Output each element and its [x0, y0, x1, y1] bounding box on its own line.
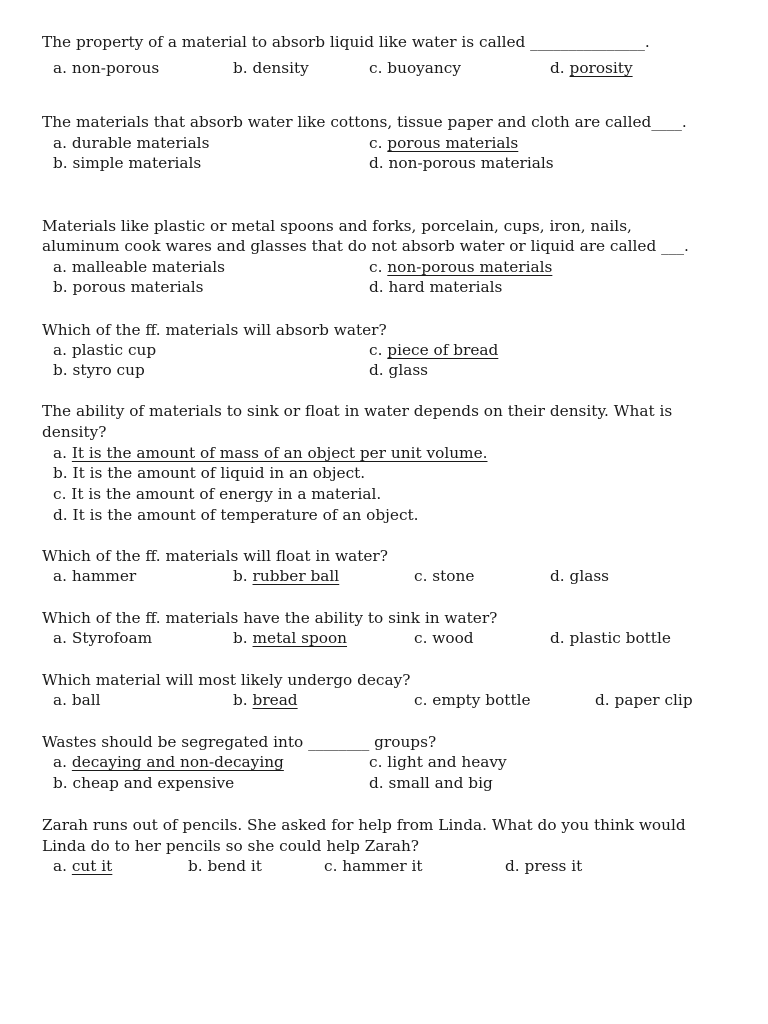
- question-1-option-c: [369, 58, 461, 78]
- question-2-option-c: [369, 133, 518, 153]
- option-text: stone: [432, 567, 475, 585]
- question-4-text: Which of the ff. materials will absorb water?: [42, 321, 387, 339]
- answer-option-text: non-porous materials: [387, 258, 553, 276]
- option-text: buoyancy: [387, 59, 461, 77]
- option-letter: b.: [188, 857, 208, 875]
- question-10-option-c: [324, 856, 423, 876]
- option-letter: c.: [414, 691, 433, 709]
- option-text: malleable materials: [71, 258, 225, 276]
- option-text: press it: [524, 857, 583, 875]
- option-letter: d.: [505, 857, 525, 875]
- option-text: bend it: [207, 857, 262, 875]
- option-letter: d.: [595, 691, 615, 709]
- option-letter: d.: [550, 629, 570, 647]
- answer-option-text: decaying and non-decaying: [71, 753, 284, 771]
- option-text: cheap and expensive: [72, 774, 235, 792]
- question-2-option-b: [53, 153, 201, 173]
- question-7-option-d: [550, 628, 671, 648]
- question-10-option-b: [188, 856, 262, 876]
- option-text: empty bottle: [432, 691, 531, 709]
- option-letter: a.: [53, 59, 72, 77]
- question-1-text: The property of a material to absorb liquid like water is called _______________.: [42, 33, 650, 51]
- answer-option-text: rubber ball: [252, 567, 340, 585]
- question-3-text: Materials like plastic or metal spoons and forks, porcelain, cups, iron, nails,: [42, 217, 632, 235]
- option-letter: c.: [369, 753, 388, 771]
- option-letter: b.: [53, 154, 73, 172]
- option-letter: a.: [53, 753, 72, 771]
- option-letter: a.: [53, 341, 72, 359]
- question-6-option-a: [53, 566, 136, 586]
- answer-option-text: bread: [252, 691, 298, 709]
- option-letter: b.: [53, 361, 73, 379]
- question-3-option-c: [369, 257, 552, 277]
- question-1-option-d: [550, 58, 633, 78]
- option-letter: a.: [53, 444, 72, 462]
- question-5-option-b: [53, 463, 365, 483]
- option-letter: c.: [414, 567, 433, 585]
- option-letter: d.: [550, 567, 570, 585]
- option-text: Styrofoam: [71, 629, 153, 647]
- option-letter: a.: [53, 567, 72, 585]
- option-letter: a.: [53, 258, 72, 276]
- option-letter: c.: [324, 857, 343, 875]
- question-6-option-c: [414, 566, 474, 586]
- option-letter: d.: [369, 774, 389, 792]
- option-text: plastic bottle: [569, 629, 671, 647]
- question-9-option-d: [369, 773, 493, 793]
- question-9-option-a: [53, 752, 284, 772]
- question-5-text: The ability of materials to sink or float in water depends on their density. What is: [42, 402, 673, 420]
- question-6-option-b: [233, 566, 339, 586]
- question-6-text: Which of the ff. materials will float in water?: [42, 547, 388, 565]
- option-letter: c.: [369, 59, 388, 77]
- option-text: glass: [388, 361, 429, 379]
- option-text: plastic cup: [71, 341, 157, 359]
- option-letter: b.: [233, 691, 253, 709]
- question-8-option-d: [595, 690, 693, 710]
- option-letter: d.: [550, 59, 570, 77]
- question-5-text: density?: [42, 423, 107, 441]
- question-10-text: Linda do to her pencils so she could help Zarah?: [42, 837, 419, 855]
- option-text: simple materials: [72, 154, 202, 172]
- question-8-option-b: [233, 690, 298, 710]
- question-8-option-a: [53, 690, 101, 710]
- option-letter: c.: [369, 134, 388, 152]
- question-2-text: The materials that absorb water like cottons, tissue paper and cloth are called____.: [42, 113, 687, 131]
- question-5-option-c: [53, 484, 381, 504]
- option-letter: a.: [53, 857, 72, 875]
- option-letter: b.: [53, 774, 73, 792]
- option-text: durable materials: [71, 134, 210, 152]
- question-6-option-d: [550, 566, 609, 586]
- question-3-option-d: [369, 277, 502, 297]
- option-letter: a.: [53, 629, 72, 647]
- option-text: paper clip: [614, 691, 693, 709]
- option-text: density: [252, 59, 309, 77]
- question-5-option-d: [53, 505, 419, 525]
- option-text: styro cup: [72, 361, 145, 379]
- question-9-option-c: [369, 752, 507, 772]
- option-text: glass: [569, 567, 610, 585]
- option-letter: c.: [369, 258, 388, 276]
- option-text: It is the amount of energy in a material.: [71, 485, 382, 503]
- option-letter: b.: [233, 629, 253, 647]
- question-10-option-d: [505, 856, 582, 876]
- option-text: It is the amount of temperature of an object.: [72, 506, 419, 524]
- option-letter: b.: [233, 59, 253, 77]
- answer-option-text: metal spoon: [252, 629, 348, 647]
- option-text: non-porous materials: [388, 154, 554, 172]
- question-10-option-a: [53, 856, 112, 876]
- option-letter: d.: [369, 278, 389, 296]
- question-5-option-a: [53, 443, 487, 463]
- option-text: hard materials: [388, 278, 503, 296]
- question-3-text: aluminum cook wares and glasses that do not absorb water or liquid are called ___.: [42, 237, 689, 255]
- option-letter: d.: [53, 506, 73, 524]
- option-text: ball: [71, 691, 101, 709]
- question-7-option-b: [233, 628, 347, 648]
- option-text: hammer: [71, 567, 137, 585]
- question-2-option-a: [53, 133, 209, 153]
- question-3-option-b: [53, 277, 204, 297]
- question-4-option-d: [369, 360, 428, 380]
- option-letter: c.: [369, 341, 388, 359]
- option-letter: a.: [53, 134, 72, 152]
- option-text: wood: [432, 629, 474, 647]
- option-letter: c.: [414, 629, 433, 647]
- question-1-option-a: [53, 58, 159, 78]
- question-4-option-c: [369, 340, 498, 360]
- question-4-option-a: [53, 340, 156, 360]
- answer-option-text: It is the amount of mass of an object per unit volume.: [71, 444, 488, 462]
- question-7-text: Which of the ff. materials have the ability to sink in water?: [42, 609, 498, 627]
- option-text: porous materials: [72, 278, 204, 296]
- option-text: small and big: [388, 774, 493, 792]
- question-8-text: Which material will most likely undergo decay?: [42, 671, 411, 689]
- option-letter: b.: [53, 464, 73, 482]
- question-10-text: Zarah runs out of pencils. She asked for help from Linda. What do you think would: [42, 816, 686, 834]
- question-9-option-b: [53, 773, 234, 793]
- option-letter: c.: [53, 485, 72, 503]
- option-letter: d.: [369, 361, 389, 379]
- option-text: non-porous: [71, 59, 160, 77]
- question-3-option-a: [53, 257, 225, 277]
- answer-option-text: porous materials: [387, 134, 519, 152]
- question-7-option-c: [414, 628, 474, 648]
- option-text: light and heavy: [387, 753, 507, 771]
- question-1-option-b: [233, 58, 309, 78]
- option-text: It is the amount of liquid in an object.: [72, 464, 366, 482]
- option-letter: d.: [369, 154, 389, 172]
- question-8-option-c: [414, 690, 531, 710]
- question-2-option-d: [369, 153, 554, 173]
- answer-option-text: porosity: [569, 59, 633, 77]
- option-letter: a.: [53, 691, 72, 709]
- option-letter: b.: [233, 567, 253, 585]
- question-7-option-a: [53, 628, 152, 648]
- answer-option-text: piece of bread: [387, 341, 499, 359]
- option-text: hammer it: [342, 857, 423, 875]
- question-9-text: Wastes should be segregated into ________ groups?: [42, 733, 437, 751]
- question-4-option-b: [53, 360, 145, 380]
- option-letter: b.: [53, 278, 73, 296]
- answer-option-text: cut it: [71, 857, 113, 875]
